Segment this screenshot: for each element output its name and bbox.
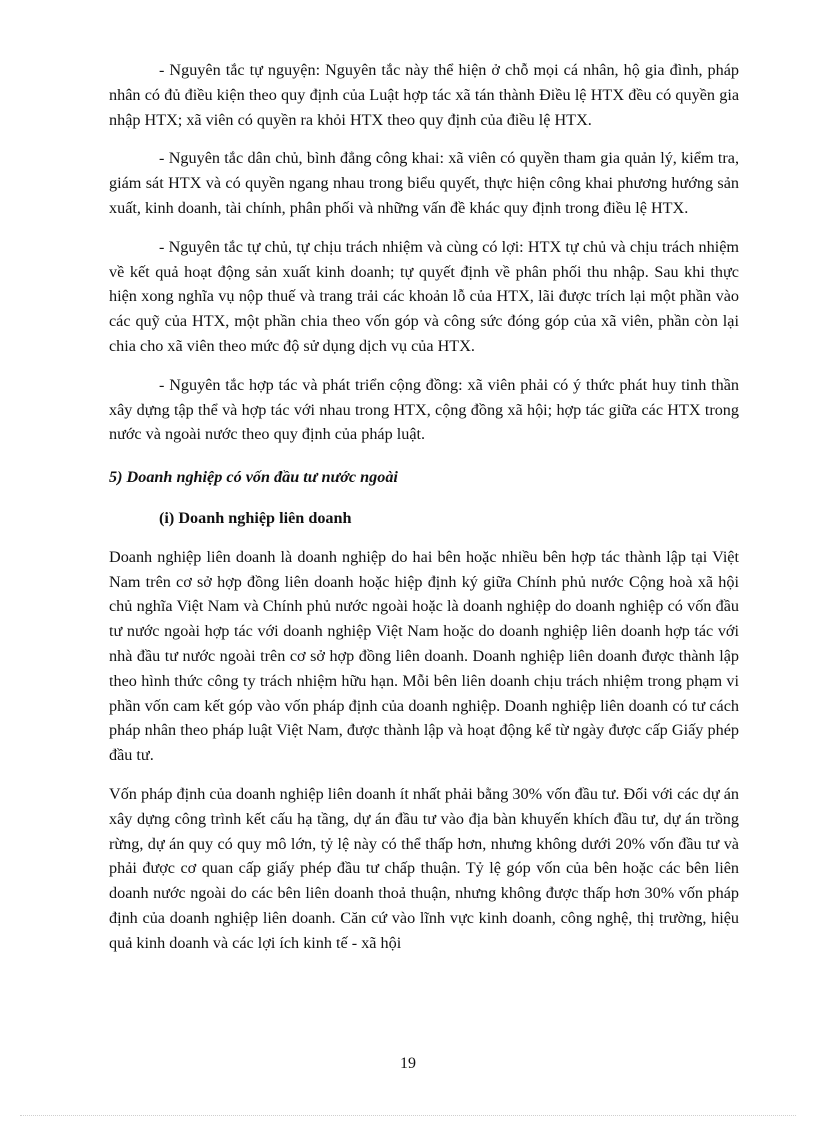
page-bottom-divider xyxy=(20,1115,796,1116)
paragraph-autonomy-principle: - Nguyên tắc tự chủ, tự chịu trách nhiệm và cùng có lợi: HTX tự chủ và chịu trách nhiệm về kết quả hoạt động sản xuất kinh doanh; tự quyết định về phân phối thu nhập. Sau khi thực hiện xong nghĩa vụ nộp thuế và trang trải các khoản lỗ của HTX, lãi được trích lại một phần vào các quỹ của HTX, một phần chia theo vốn góp và công sức đóng góp của xã viên, phần còn lại chia cho xã viên theo mức độ sử dụng dịch vụ của HTX. xyxy=(109,237,739,355)
page-number: 19 xyxy=(400,1055,416,1072)
paragraph-community-principle: - Nguyên tắc hợp tác và phát triển cộng đồng: xã viên phải có ý thức phát huy tinh thần xây dựng tập thể và hợp tác với nhau trong HTX, cộng đồng xã hội; hợp tác giữa các HTX trong nước và ngoài nước theo quy định của pháp luật. xyxy=(109,375,739,444)
paragraph-legal-capital: Vốn pháp định của doanh nghiệp liên doanh ít nhất phải bằng 30% vốn đầu tư. Đối với các dự án xây dựng công trình kết cấu hạ tầng, dự án đầu tư vào địa bàn khuyến khích đầu tư, dự án trồng rừng, dự án quy có quy mô lớn, tỷ lệ này có thể thấp hơn, nhưng không dưới 20% vốn đầu tư và phải được cơ quan cấp giấy phép đầu tư chấp thuận. Tỷ lệ góp vốn của bên hoặc các bên liên doanh nước ngoài do các bên liên doanh thoả thuận, nhưng không được thấp hơn 30% vốn pháp định của doanh nghiệp liên doanh. Căn cứ vào lĩnh vực kinh doanh, công nghệ, thị trường, hiệu quả kinh doanh và các lợi ích kinh tế - xã hội xyxy=(109,784,739,952)
paragraph-voluntary-principle: - Nguyên tắc tự nguyện: Nguyên tắc này thể hiện ở chỗ mọi cá nhân, hộ gia đình, pháp nhân có đủ điều kiện theo quy định của Luật hợp tác xã tán thành Điều lệ HTX đều có quyền gia nhập HTX; xã viên có quyền ra khỏi HTX theo quy định của điều lệ HTX. xyxy=(109,61,739,129)
subsection-heading: (i) Doanh nghiệp liên doanh xyxy=(159,508,352,527)
section-heading: 5) Doanh nghiệp có vốn đầu tư nước ngoài xyxy=(109,468,398,487)
page-body xyxy=(109,58,739,956)
paragraph-democracy-principle: - Nguyên tắc dân chủ, bình đẳng công khai: xã viên có quyền tham gia quản lý, kiểm tra, giám sát HTX và có quyền ngang nhau trong biểu quyết, thực hiện công khai phương hướng sản xuất, kinh doanh, tài chính, phân phối và những vấn đề khác quy định trong điều lệ HTX. xyxy=(109,149,739,217)
paragraph-joint-venture-definition: Doanh nghiệp liên doanh là doanh nghiệp do hai bên hoặc nhiều bên hợp tác thành lập tại Việt Nam trên cơ sở hợp đồng liên doanh hoặc hiệp định ký giữa Chính phủ nước Cộng hoà xã hội chủ nghĩa Việt Nam và Chính phủ nước ngoài hoặc là doanh nghiệp do doanh nghiệp có vốn đầu tư nước ngoài hợp tác với doanh nghiệp Việt Nam hoặc do doanh nghiệp liên doanh hợp tác với nhà đầu tư nước ngoài trên cơ sở hợp đồng liên doanh. Doanh nghiệp liên doanh được thành lập theo hình thức công ty trách nhiệm hữu hạn. Mỗi bên liên doanh chịu trách nhiệm trong phạm vi phần vốn cam kết góp vào vốn pháp định của doanh nghiệp. Doanh nghiệp liên doanh có tư cách pháp nhân theo pháp luật Việt Nam, được thành lập và hoạt động kể từ ngày được cấp Giấy phép đầu tư. xyxy=(109,547,739,765)
